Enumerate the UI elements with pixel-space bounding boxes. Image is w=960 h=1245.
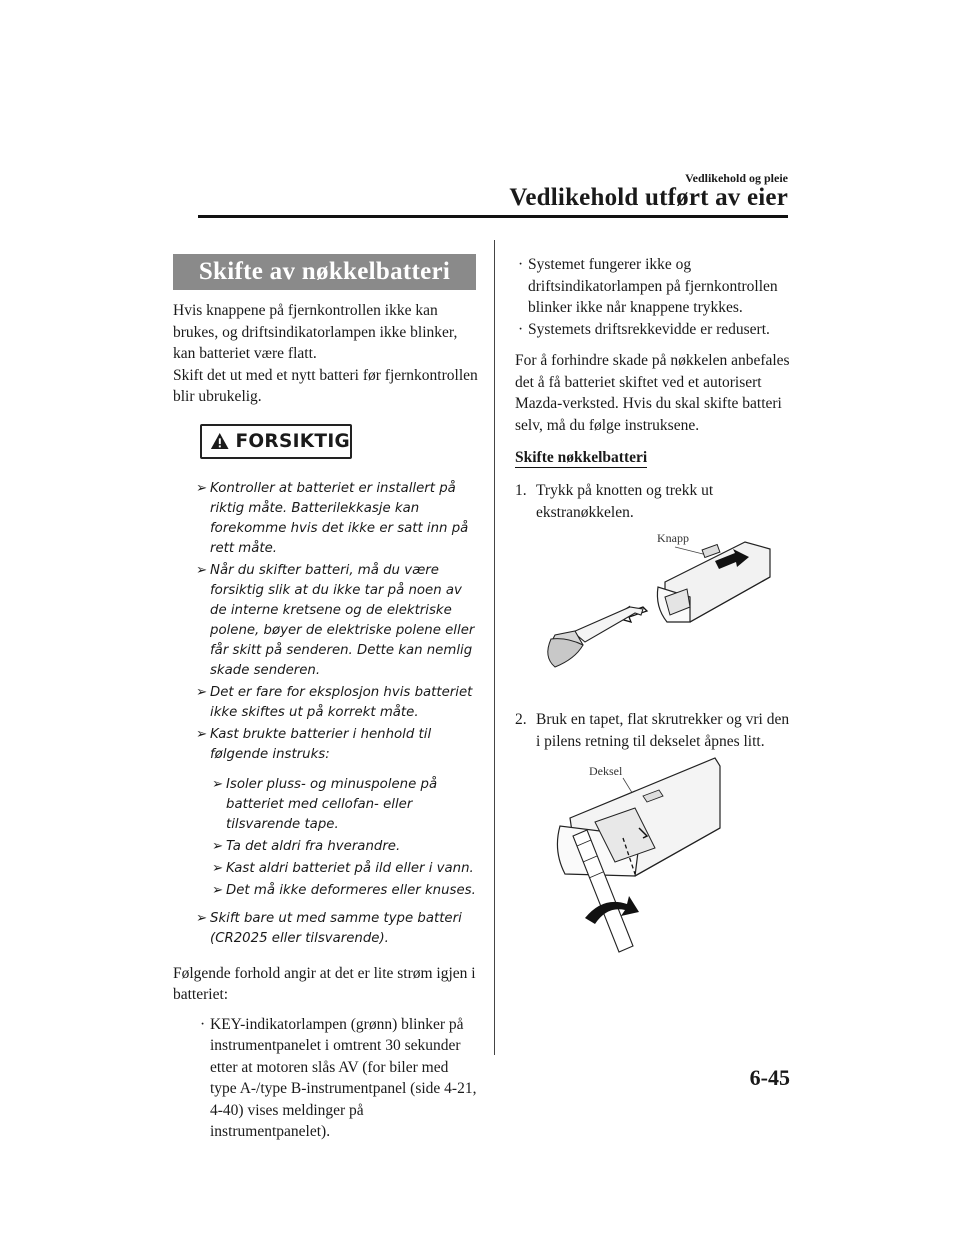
dot-bullet: · bbox=[518, 320, 524, 338]
caution-item bbox=[173, 683, 478, 723]
step-text: Bruk en tapet, flat skrutrekker og vri den i pilens retning til dekselet åpnes litt. bbox=[536, 711, 790, 750]
caution-text: Når du skifter batteri, må du være forsiktig slik at du ikke tar på noen av de interne kretsene og de elektriske polene, bøyer de elektriske polene eller får skitt på senderen. Dette kan nemlig skade senderen. bbox=[210, 562, 475, 678]
low-battery-item bbox=[173, 1014, 478, 1143]
triangle-bullet-icon: ➢ bbox=[212, 776, 224, 792]
sub-caution-item bbox=[173, 881, 478, 901]
triangle-bullet-icon: ➢ bbox=[212, 882, 224, 898]
key-release-illustration bbox=[515, 527, 785, 697]
step-1 bbox=[515, 480, 790, 523]
low-battery-intro: Følgende forhold angir at det er lite strøm igjen i batteriet: bbox=[173, 964, 476, 1003]
caution-list-end bbox=[173, 909, 478, 949]
caution-text: Det er fare for eksplosjon hvis batteriet ikke skiftes ut på korrekt måte. bbox=[210, 684, 473, 720]
section-title: Skifte av nøkkelbatteri bbox=[173, 254, 476, 290]
step-number: 1. bbox=[515, 482, 527, 499]
left-column bbox=[173, 254, 478, 1143]
low-battery-list-cont bbox=[515, 254, 790, 340]
caution-item bbox=[173, 909, 478, 949]
triangle-bullet-icon: ➢ bbox=[196, 910, 208, 926]
low-battery-text: Systemet fungerer ikke og driftsindikatorlampen på fjernkontrollen blinker ikke når knappene trykkes. bbox=[528, 256, 778, 316]
sub-caution-text: Isoler pluss- og minuspolene på batteriet med cellofan- eller tilsvarende tape. bbox=[226, 776, 438, 832]
caution-box bbox=[200, 424, 352, 459]
figure-label-cover: Deksel bbox=[589, 764, 623, 778]
figure-key-release bbox=[515, 527, 790, 697]
low-battery-list bbox=[173, 1014, 478, 1143]
triangle-bullet-icon: ➢ bbox=[212, 838, 224, 854]
caution-list bbox=[173, 479, 478, 765]
triangle-bullet-icon: ➢ bbox=[196, 726, 208, 742]
sub-caution-item bbox=[173, 859, 478, 879]
header-section: Vedlikehold og pleie bbox=[685, 171, 788, 185]
low-battery-text: Systemets driftsrekkevidde er redusert. bbox=[528, 320, 770, 338]
step-2 bbox=[515, 709, 790, 752]
dot-bullet: · bbox=[518, 256, 524, 273]
caution-text: Kontroller at batteriet er installert på riktig måte. Batterilekkasje kan forekomme hvis det ikke er satt inn på rett måte. bbox=[210, 480, 469, 556]
page-number: 6-45 bbox=[749, 1065, 790, 1090]
advice-paragraph: For å forhindre skade på nøkkelen anbefales det å få batteriet skiftet ved et autorisert Mazda-verksted. Hvis du skal skifte batteri selv, må du følge instruksene. bbox=[515, 352, 790, 434]
triangle-bullet-icon: ➢ bbox=[196, 684, 208, 700]
cover-open-illustration bbox=[515, 756, 785, 956]
warning-triangle-icon bbox=[210, 431, 229, 451]
right-column bbox=[515, 254, 790, 956]
triangle-bullet-icon: ➢ bbox=[212, 860, 224, 876]
subheading: Skifte nøkkelbatteri bbox=[515, 449, 648, 466]
sub-caution-list bbox=[173, 775, 478, 901]
caution-text: Kast brukte batterier i henhold til følgende instruks: bbox=[210, 726, 432, 762]
low-battery-item bbox=[515, 319, 790, 341]
intro-text-2: Skift det ut med et nytt batteri før fjernkontrollen blir ubrukelig. bbox=[173, 366, 478, 405]
caution-item bbox=[173, 479, 478, 559]
header-rule bbox=[198, 215, 788, 218]
caution-item bbox=[173, 561, 478, 681]
dot-bullet: · bbox=[200, 1015, 206, 1033]
sub-caution-text: Det må ikke deformeres eller knuses. bbox=[226, 882, 476, 898]
sub-caution-text: Kast aldri batteriet på ild eller i vann. bbox=[226, 860, 474, 876]
low-battery-item bbox=[515, 254, 790, 319]
intro-paragraph bbox=[173, 300, 478, 408]
header-title: Vedlikehold utført av eier bbox=[509, 184, 788, 211]
figure-cover-open bbox=[515, 756, 790, 956]
step-number: 2. bbox=[515, 711, 527, 728]
intro-text-1: Hvis knappene på fjernkontrollen ikke kan brukes, og driftsindikatorlampen ikke blinker, kan batteriet være flatt. bbox=[173, 302, 458, 362]
step-text: Trykk på knotten og trekk ut ekstranøkkelen. bbox=[536, 482, 714, 521]
caution-text: Skift bare ut med samme type batteri (CR2025 eller tilsvarende). bbox=[210, 910, 462, 946]
sub-caution-item bbox=[173, 775, 478, 835]
triangle-bullet-icon: ➢ bbox=[196, 480, 208, 496]
caution-label: FORSIKTIG bbox=[235, 430, 350, 452]
triangle-bullet-icon: ➢ bbox=[196, 562, 208, 578]
sub-caution-item bbox=[173, 837, 478, 857]
caution-item bbox=[173, 725, 478, 765]
low-battery-text: KEY-indikatorlampen (grønn) blinker på instrumentpanelet i omtrent 30 sekunder etter at motoren slås AV (for biler med type A-/type B-instrumentpanel (side 4-21, 4-40) vises meldinger på instrumentpanelet). bbox=[210, 1015, 477, 1140]
figure-label-button: Knapp bbox=[657, 531, 689, 545]
column-divider bbox=[494, 240, 495, 1055]
sub-caution-text: Ta det aldri fra hverandre. bbox=[226, 838, 401, 854]
